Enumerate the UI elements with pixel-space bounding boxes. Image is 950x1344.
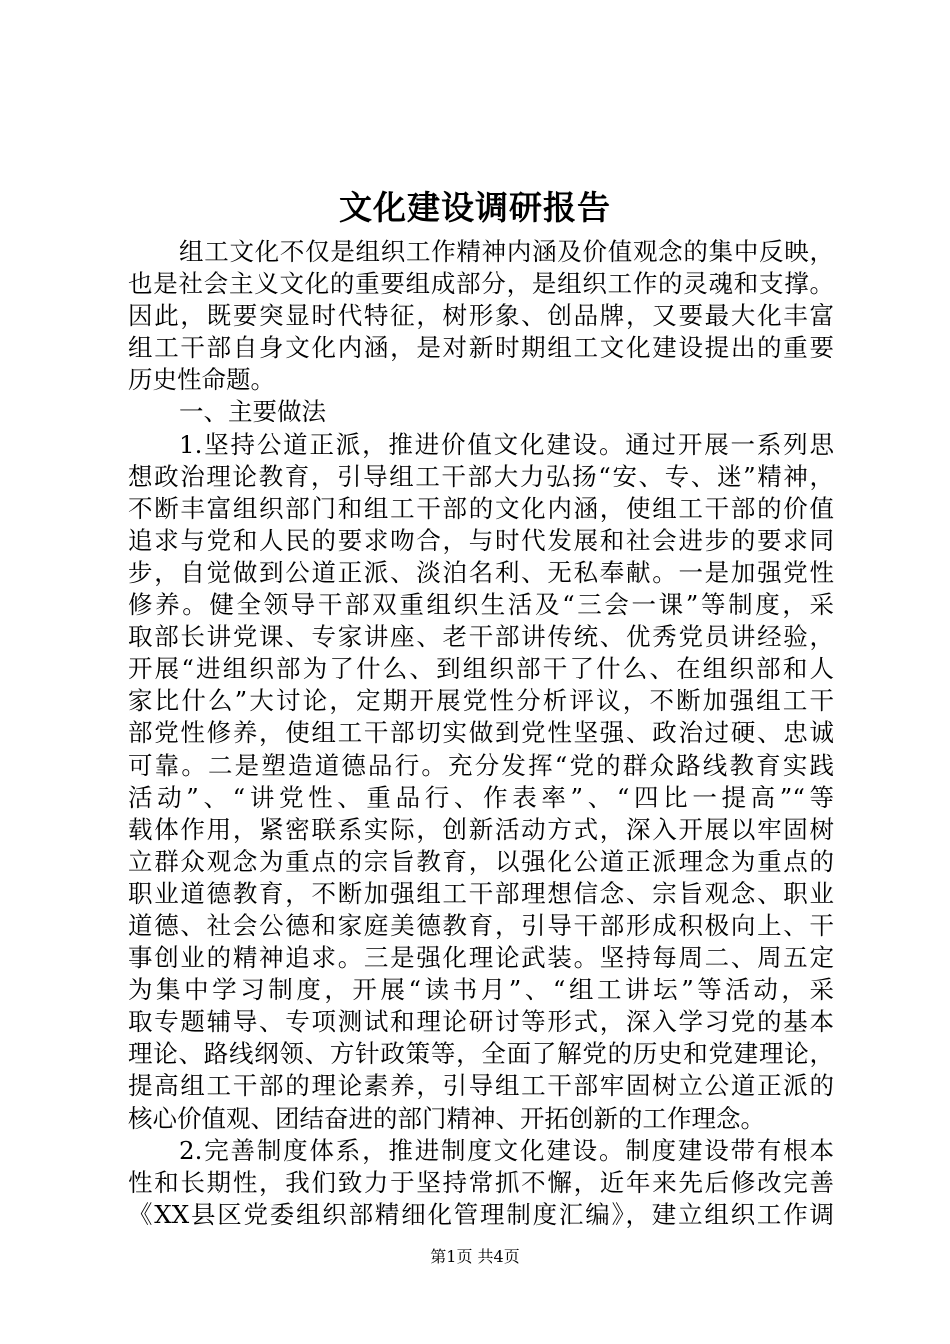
text-line: 1.坚持公道正派，推进价值文化建设。通过开展一系列思 (179, 429, 834, 459)
text-line: 性和长期性，我们致力于坚持常抓不懈，近年来先后修改完善 (128, 1167, 834, 1197)
text-line: 职业道德教育，不断加强组工干部理想信念、宗旨观念、职业 (128, 878, 834, 908)
text-line: 理论、路线纲领、方针政策等，全面了解党的历史和党建理论， (128, 1039, 834, 1069)
text-line: 组工干部自身文化内涵，是对新时期组工文化建设提出的重要 (128, 333, 834, 363)
text-line: 也是社会主义文化的重要组成部分，是组织工作的灵魂和支撑。 (128, 269, 834, 299)
text-line: 活动”、“讲党性、重品行、作表率”、“四比一提高”“等 (128, 782, 834, 812)
text-line: 一、主要做法 (179, 397, 326, 427)
text-line: 部党性修养，使组工干部切实做到党性坚强、政治过硬、忠诚 (128, 718, 834, 748)
text-line: 追求与党和人民的要求吻合，与时代发展和社会进步的要求同 (128, 525, 834, 555)
text-line: 载体作用，紧密联系实际，创新活动方式，深入开展以牢固树 (128, 814, 834, 844)
text-line: 不断丰富组织部门和组工干部的文化内涵，使组工干部的价值 (128, 493, 834, 523)
text-line: 事创业的精神追求。三是强化理论武装。坚持每周二、周五定 (128, 943, 834, 973)
text-line: 想政治理论教育，引导组工干部大力弘扬“安、专、迷”精神， (128, 461, 834, 491)
text-line: 步，自觉做到公道正派、淡泊名利、无私奉献。一是加强党性 (128, 557, 834, 587)
text-line: 取专题辅导、专项测试和理论研讨等形式，深入学习党的基本 (128, 1007, 834, 1037)
text-line: 因此，既要突显时代特征，树形象、创品牌，又要最大化丰富 (128, 301, 834, 331)
text-line: 提高组工干部的理论素养，引导组工干部牢固树立公道正派的 (128, 1071, 834, 1101)
text-line: 为集中学习制度，开展“读书月”、“组工讲坛”等活动，采 (128, 975, 834, 1005)
text-line: 历史性命题。 (128, 365, 275, 395)
text-line: 家比什么”大讨论，定期开展党性分析评议，不断加强组工干 (128, 686, 834, 716)
text-line: 开展“进组织部为了什么、到组织部干了什么、在组织部和人 (128, 654, 834, 684)
text-line: 组工文化不仅是组织工作精神内涵及价值观念的集中反映， (179, 237, 834, 266)
text-line: 修养。健全领导干部双重组织生活及“三会一课”等制度，采 (128, 590, 834, 620)
page-footer: 第1页 共4页 (430, 1247, 520, 1266)
text-line: 道德、社会公德和家庭美德教育，引导干部形成积极向上、干 (128, 910, 834, 940)
document-body (128, 236, 834, 1231)
text-line: 立群众观念为重点的宗旨教育，以强化公道正派理念为重点的 (128, 846, 834, 876)
document-title: 文化建设调研报告 (339, 188, 611, 227)
text-line: 核心价值观、团结奋进的部门精神、开拓创新的工作理念。 (128, 1103, 765, 1133)
text-line: 2.完善制度体系，推进制度文化建设。制度建设带有根本 (179, 1135, 834, 1165)
text-line: 《XX县区党委组织部精细化管理制度汇编》，建立组织工作调 (128, 1199, 834, 1229)
text-line: 可靠。二是塑造道德品行。充分发挥“党的群众路线教育实践 (128, 750, 834, 780)
text-line: 取部长讲党课、专家讲座、老干部讲传统、优秀党员讲经验， (128, 622, 834, 652)
